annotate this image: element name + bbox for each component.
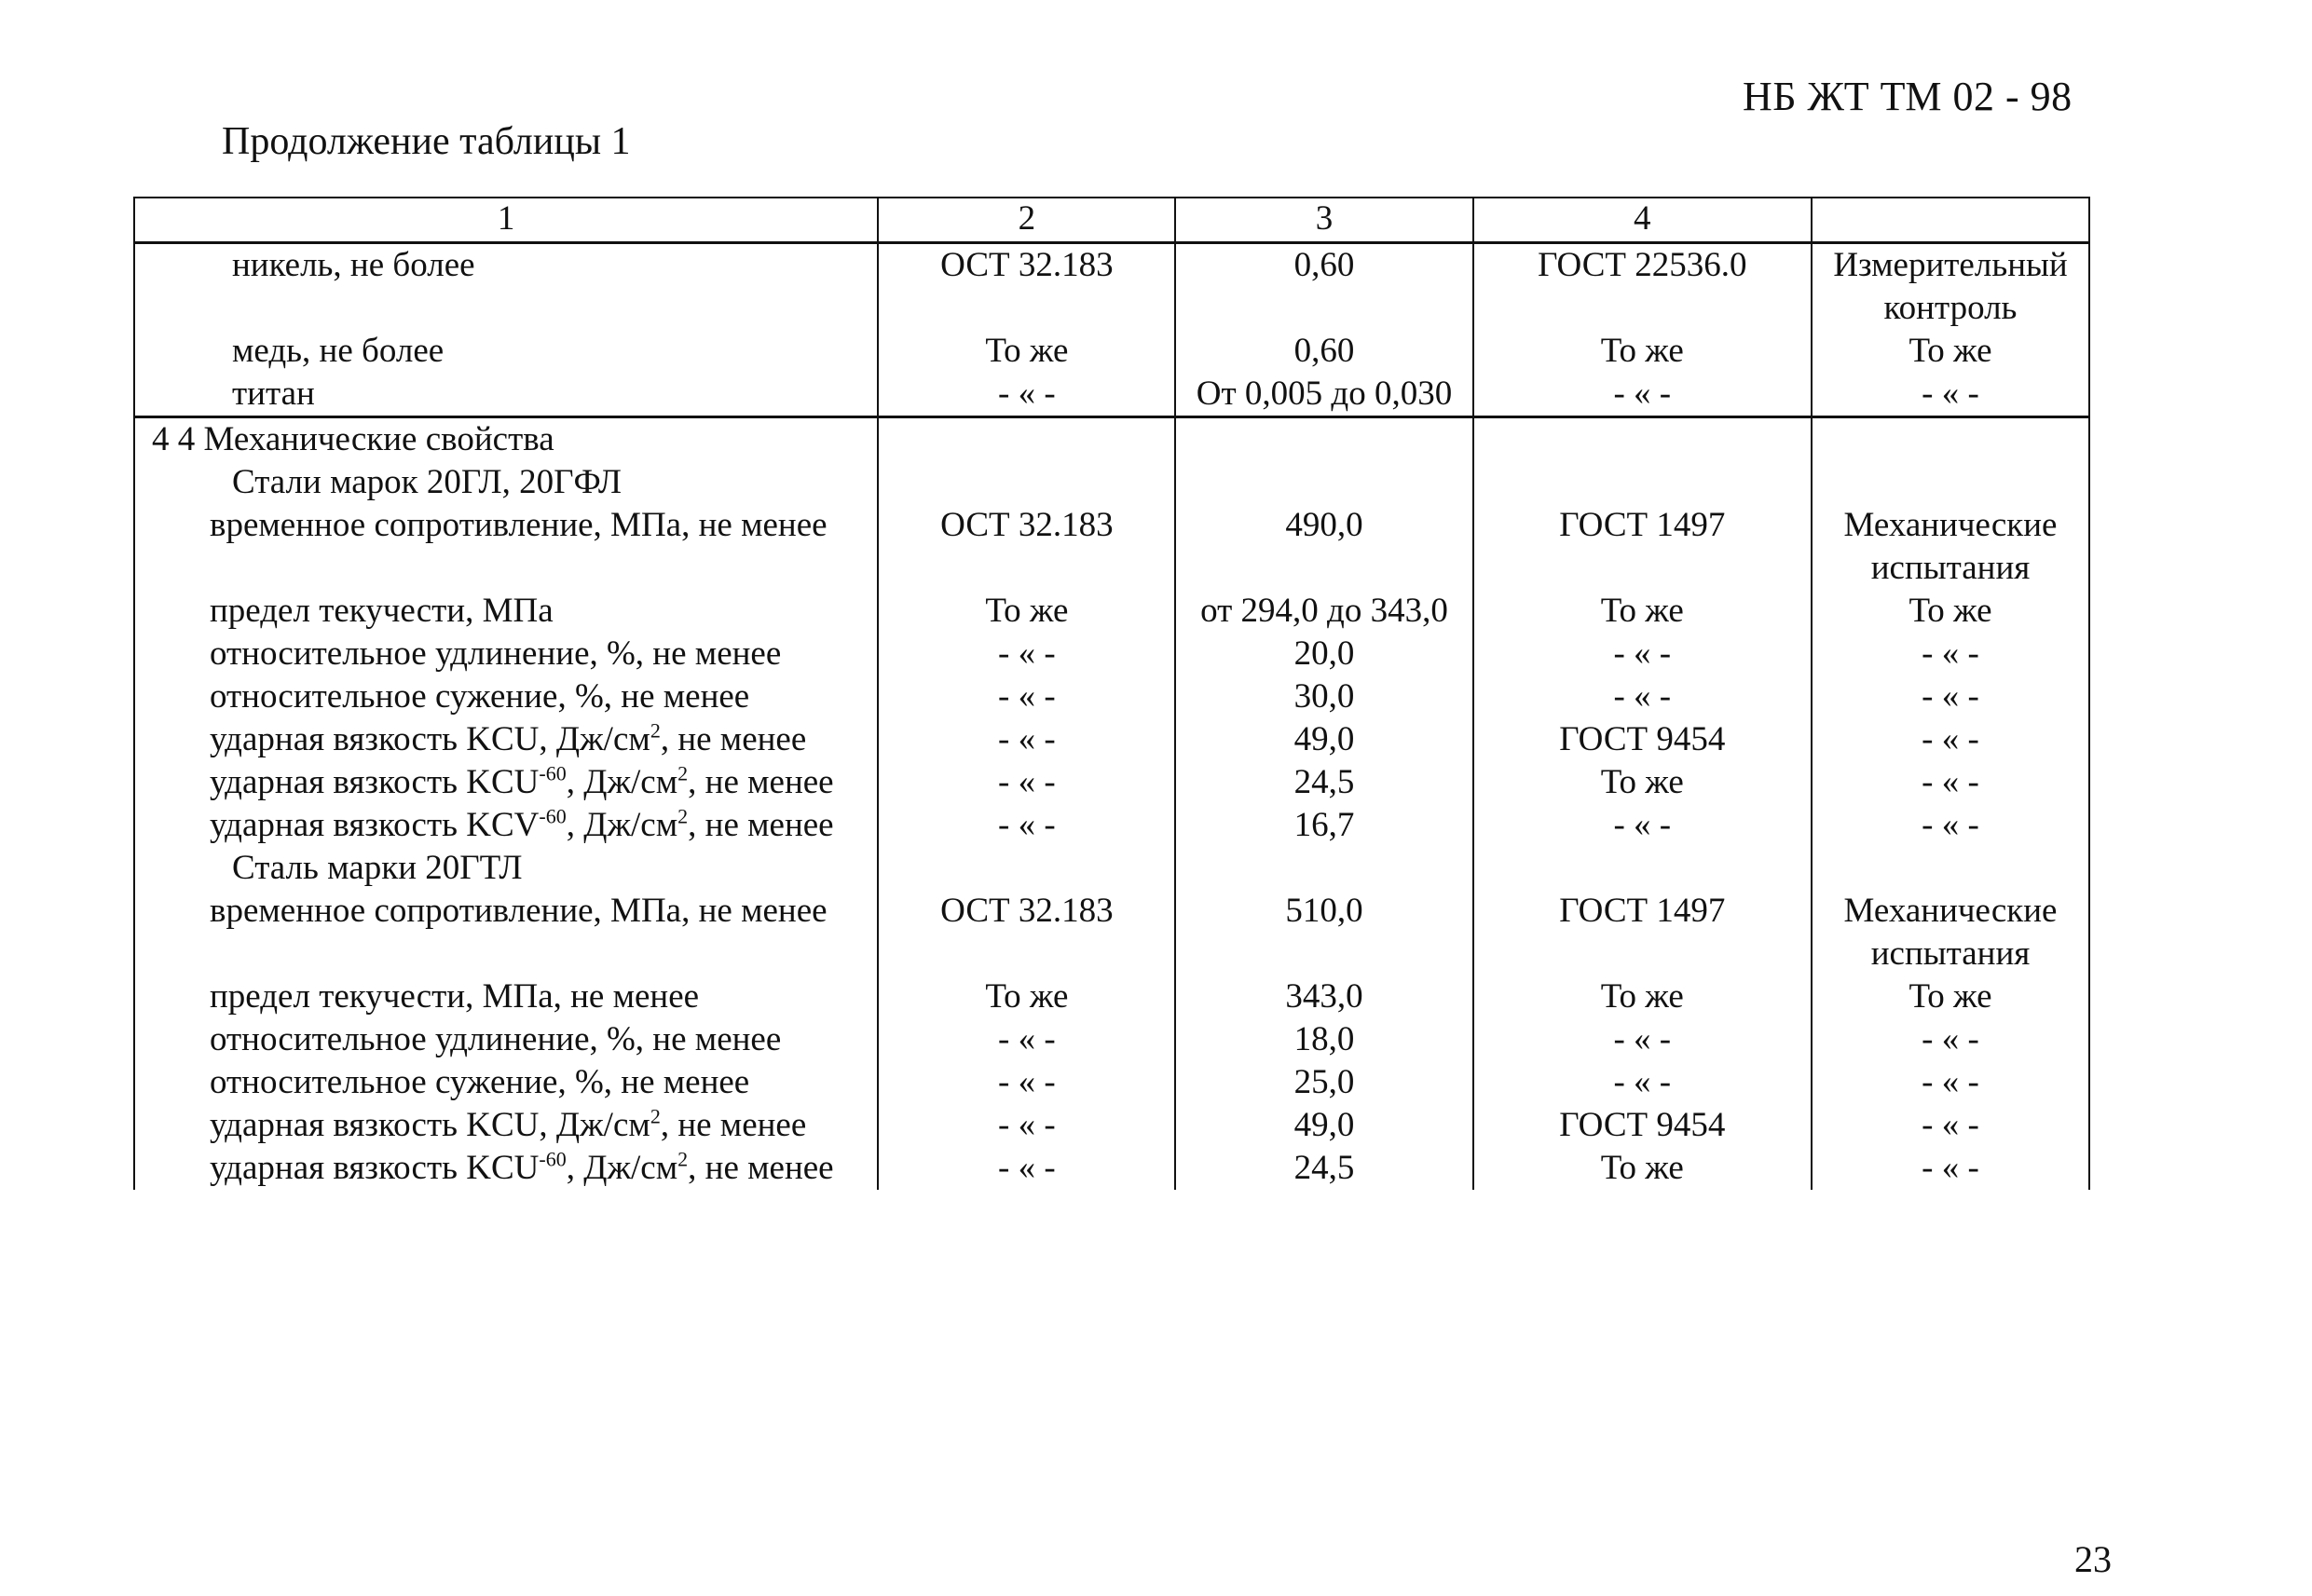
table-row [134, 633, 2089, 675]
param-cell: ударная вязкость KCU, $Дж/см^2$, не менее [134, 718, 878, 761]
method-cell: - « - [1473, 804, 1812, 847]
method-cell: - « - [1473, 1061, 1812, 1104]
table-row [134, 243, 2089, 331]
control-cell: То же [1812, 975, 2089, 1018]
doc-cell: - « - [878, 1061, 1175, 1104]
param-cell: относительное удлинение, %, не менее [134, 633, 878, 675]
table-row [134, 590, 2089, 633]
doc-cell: - « - [878, 633, 1175, 675]
control-cell: То же [1812, 330, 2089, 373]
doc-cell: - « - [878, 1147, 1175, 1190]
group-row [134, 847, 2089, 890]
value-cell: от 294,0 до 343,0 [1175, 590, 1472, 633]
control-cell: То же [1812, 590, 2089, 633]
value-cell: 490,0 [1175, 504, 1472, 590]
doc-cell: ОСТ 32.183 [878, 890, 1175, 975]
table-caption: Продолжение таблицы 1 [222, 120, 631, 163]
control-cell: - « - [1812, 804, 2089, 847]
param-cell: относительное удлинение, %, не менее [134, 1018, 878, 1061]
table-row [134, 1018, 2089, 1061]
method-cell: То же [1473, 761, 1812, 804]
value-cell: 343,0 [1175, 975, 1472, 1018]
param-cell: никель, не более [134, 243, 878, 331]
control-cell: - « - [1812, 1018, 2089, 1061]
param-cell: относительное сужение, %, не менее [134, 675, 878, 718]
method-cell: - « - [1473, 633, 1812, 675]
param-cell: предел текучести, МПа, не менее [134, 975, 878, 1018]
table-row [134, 1104, 2089, 1147]
param-cell: предел текучести, МПа [134, 590, 878, 633]
table-row [134, 890, 2089, 975]
table-row [134, 1061, 2089, 1104]
value-cell: 24,5 [1175, 761, 1472, 804]
doc-cell: - « - [878, 1104, 1175, 1147]
value-cell: От 0,005 до 0,030 [1175, 373, 1472, 417]
value-cell: 25,0 [1175, 1061, 1472, 1104]
method-cell: ГОСТ 9454 [1473, 718, 1812, 761]
control-cell: - « - [1812, 761, 2089, 804]
table-row [134, 718, 2089, 761]
control-cell: - « - [1812, 1104, 2089, 1147]
doc-cell: - « - [878, 1018, 1175, 1061]
method-cell: ГОСТ 9454 [1473, 1104, 1812, 1147]
doc-cell: ОСТ 32.183 [878, 243, 1175, 331]
section-title: 4 4 Механические свойства [134, 417, 878, 462]
control-cell: Механические испытания [1812, 504, 2089, 590]
method-cell: То же [1473, 590, 1812, 633]
table-row [134, 675, 2089, 718]
group-title: Сталь марки 20ГТЛ [134, 847, 878, 890]
doc-cell: - « - [878, 804, 1175, 847]
value-cell: 30,0 [1175, 675, 1472, 718]
control-cell: - « - [1812, 1147, 2089, 1190]
header-col-1: 1 [134, 198, 878, 243]
control-cell: Механические испытания [1812, 890, 2089, 975]
value-cell: 20,0 [1175, 633, 1472, 675]
header-col-4: 4 [1473, 198, 1812, 243]
control-cell: - « - [1812, 675, 2089, 718]
doc-cell: ОСТ 32.183 [878, 504, 1175, 590]
param-cell: титан [134, 373, 878, 417]
param-cell: ударная вязкость $KCU^{-60}$, $Дж/см^2$, не менее [134, 761, 878, 804]
param-cell: временное сопротивление, МПа, не менее [134, 890, 878, 975]
document-code: НБ ЖТ ТМ 02 - 98 [1743, 74, 2073, 119]
page-number: 23 [2074, 1538, 2112, 1580]
control-cell: Измерительный контроль [1812, 243, 2089, 331]
value-cell: 0,60 [1175, 330, 1472, 373]
doc-cell: То же [878, 975, 1175, 1018]
method-cell: То же [1473, 975, 1812, 1018]
table-row [134, 373, 2089, 417]
table-row [134, 975, 2089, 1018]
method-cell: - « - [1473, 373, 1812, 417]
doc-cell: То же [878, 330, 1175, 373]
param-cell: медь, не более [134, 330, 878, 373]
value-cell: 16,7 [1175, 804, 1472, 847]
group-row [134, 461, 2089, 504]
control-cell: - « - [1812, 1061, 2089, 1104]
value-cell: 24,5 [1175, 1147, 1472, 1190]
method-cell: ГОСТ 1497 [1473, 504, 1812, 590]
table-header-row [134, 198, 2089, 243]
header-col-5 [1812, 198, 2089, 243]
param-cell: относительное сужение, %, не менее [134, 1061, 878, 1104]
doc-cell: - « - [878, 675, 1175, 718]
specification-table [133, 197, 2090, 1190]
method-cell: То же [1473, 1147, 1812, 1190]
method-cell: ГОСТ 1497 [1473, 890, 1812, 975]
value-cell: 49,0 [1175, 1104, 1472, 1147]
table-row [134, 804, 2089, 847]
param-cell: ударная вязкость KCU, $Дж/см^2$, не менее [134, 1104, 878, 1147]
value-cell: 49,0 [1175, 718, 1472, 761]
doc-cell: То же [878, 590, 1175, 633]
doc-cell: - « - [878, 718, 1175, 761]
group-title: Стали марок 20ГЛ, 20ГФЛ [134, 461, 878, 504]
control-cell: - « - [1812, 718, 2089, 761]
param-cell: ударная вязкость $KCU^{-60}$, $Дж/см^2$, не менее [134, 1147, 878, 1190]
control-cell: - « - [1812, 373, 2089, 417]
table-row [134, 330, 2089, 373]
method-cell: То же [1473, 330, 1812, 373]
table-row [134, 504, 2089, 590]
method-cell: - « - [1473, 1018, 1812, 1061]
param-cell: ударная вязкость $KCV^{-60}$, $Дж/см^2$, не менее [134, 804, 878, 847]
header-col-2: 2 [878, 198, 1175, 243]
table-row [134, 761, 2089, 804]
doc-cell: - « - [878, 373, 1175, 417]
value-cell: 0,60 [1175, 243, 1472, 331]
value-cell: 18,0 [1175, 1018, 1472, 1061]
param-cell: временное сопротивление, МПа, не менее [134, 504, 878, 590]
header-col-3: 3 [1175, 198, 1472, 243]
doc-cell: - « - [878, 761, 1175, 804]
value-cell: 510,0 [1175, 890, 1472, 975]
method-cell: ГОСТ 22536.0 [1473, 243, 1812, 331]
section-row [134, 417, 2089, 462]
table-row [134, 1147, 2089, 1190]
control-cell: - « - [1812, 633, 2089, 675]
method-cell: - « - [1473, 675, 1812, 718]
